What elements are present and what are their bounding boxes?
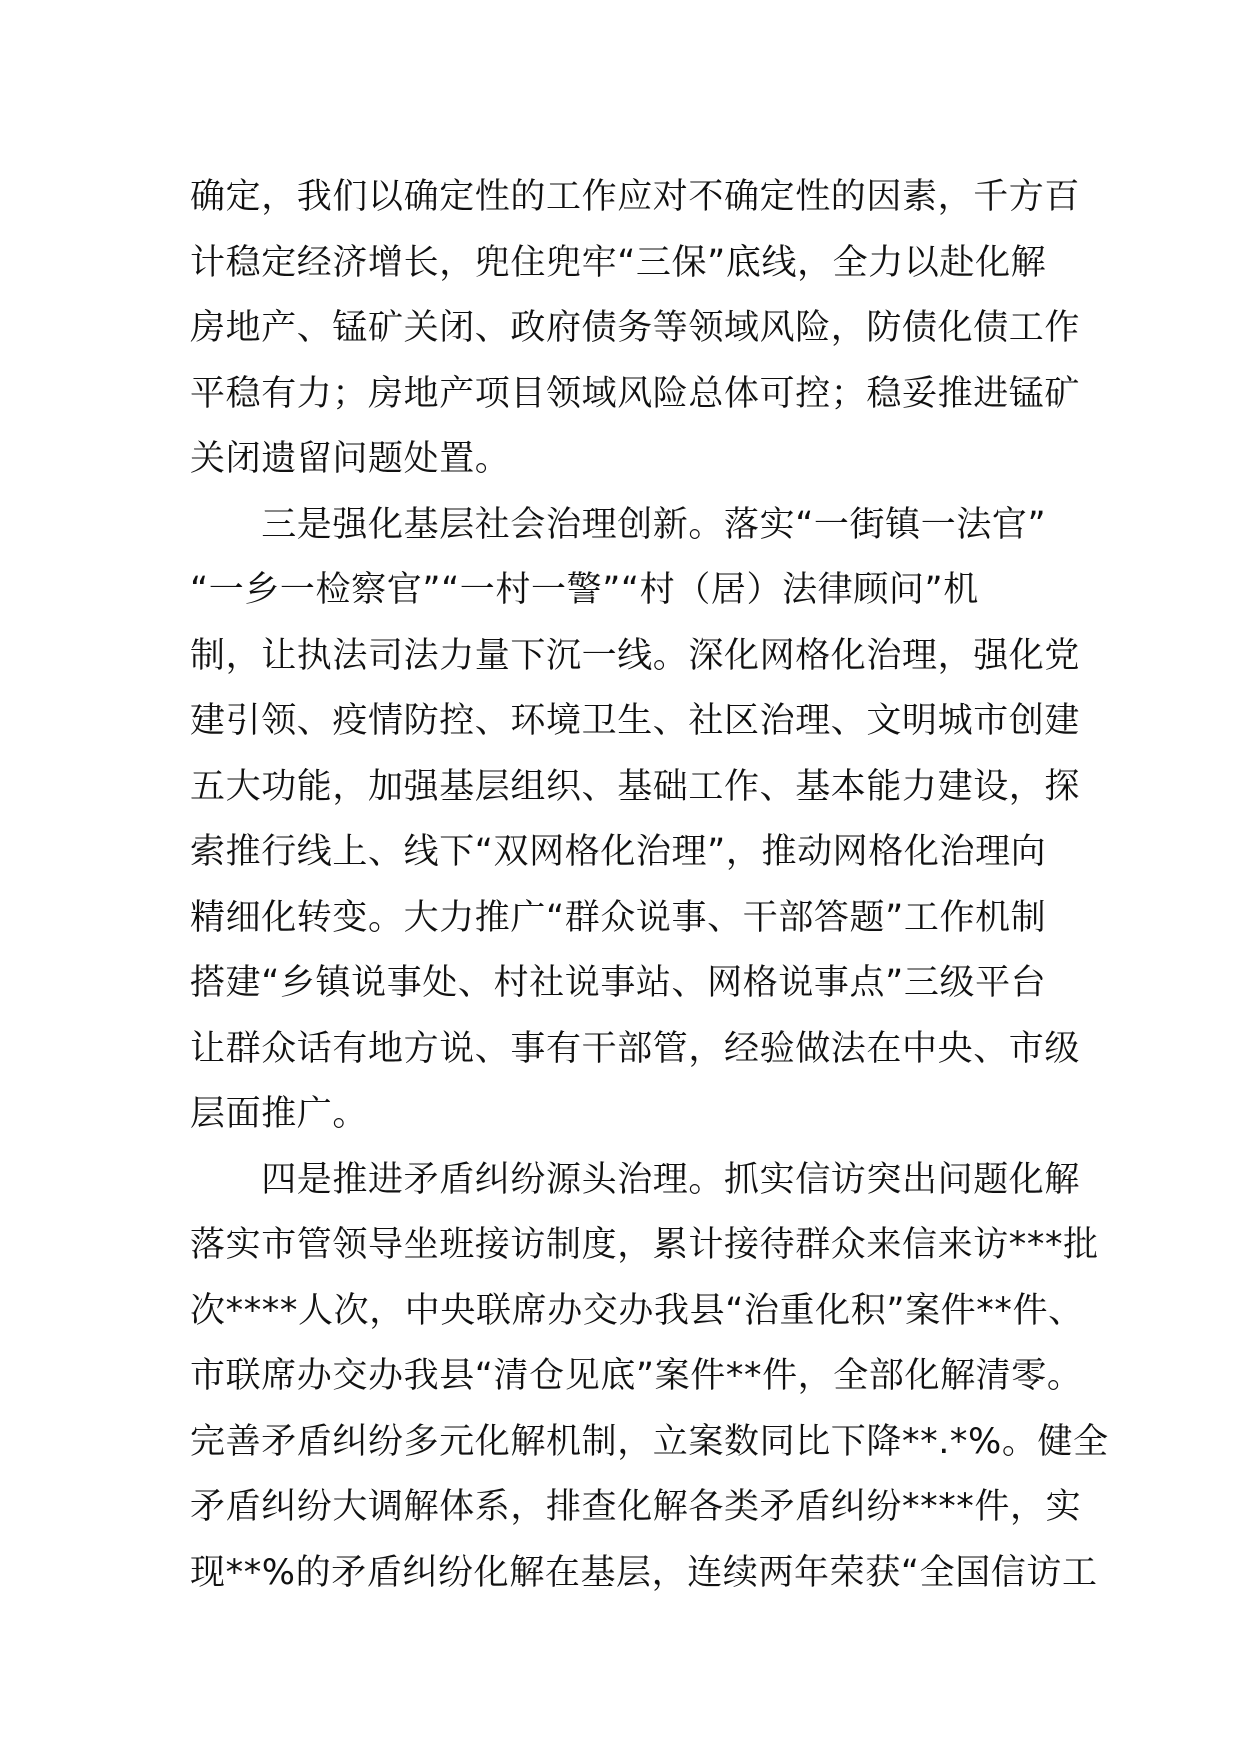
text-line: 关闭遗留问题处置。 bbox=[190, 439, 511, 479]
text-line: 制，让执法司法力量下沉一线。深化网格化治理，强化党 bbox=[190, 635, 1081, 676]
text-line: 五大功能，加强基层组织、基础工作、基本能力建设，探 bbox=[190, 766, 1081, 807]
text-line: 现**%的矛盾纠纷化解在基层，连续两年荣获“全国信访工 bbox=[190, 1552, 1098, 1593]
text-line: 矛盾纠纷大调解体系，排查化解各类矛盾纠纷****件，实 bbox=[190, 1487, 1082, 1527]
text-line: “一乡一检察官”“一村一警”“村（居）法律顾问”机 bbox=[190, 570, 979, 610]
text-line: 完善矛盾纠纷多元化解机制，立案数同比下降**.*%。健全 bbox=[190, 1421, 1109, 1462]
text-line: 市联席办交办我县“清仓见底”案件**件，全部化解清零。 bbox=[190, 1356, 1083, 1396]
paragraph-heading-line: 三是强化基层社会治理创新。落实“一街镇一法官” bbox=[190, 504, 1047, 545]
text-line: 让群众话有地方说、事有干部管，经验做法在中央、市级 bbox=[190, 1028, 1081, 1069]
text-line: 次****人次，中央联席办交办我县“治重化积”案件**件、 bbox=[190, 1290, 1084, 1331]
text-line: 计稳定经济增长，兜住兜牢“三保”底线，全力以赴化解 bbox=[190, 242, 1047, 283]
body-text bbox=[190, 165, 1109, 1606]
text-line: 建引领、疫情防控、环境卫生、社区治理、文明城市创建 bbox=[190, 701, 1081, 741]
paragraph-heading-line: 四是推进矛盾纠纷源头治理。抓实信访突出问题化解 bbox=[190, 1159, 1081, 1200]
text-line: 房地产、锰矿关闭、政府债务等领域风险，防债化债工作 bbox=[190, 308, 1081, 348]
text-line: 落实市管领导坐班接访制度，累计接待群众来信来访***批 bbox=[190, 1225, 1099, 1265]
text-line: 确定，我们以确定性的工作应对不确定性的因素，千方百 bbox=[190, 177, 1081, 217]
text-line: 索推行线上、线下“双网格化治理”，推动网格化治理向 bbox=[190, 832, 1047, 872]
text-line: 精细化转变。大力推广“群众说事、干部答题”工作机制 bbox=[190, 897, 1047, 938]
text-line: 搭建“乡镇说事处、村社说事站、网格说事点”三级平台 bbox=[190, 963, 1047, 1003]
text-line: 平稳有力；房地产项目领域风险总体可控；稳妥推进锰矿 bbox=[190, 373, 1081, 414]
text-line: 层面推广。 bbox=[190, 1094, 369, 1134]
